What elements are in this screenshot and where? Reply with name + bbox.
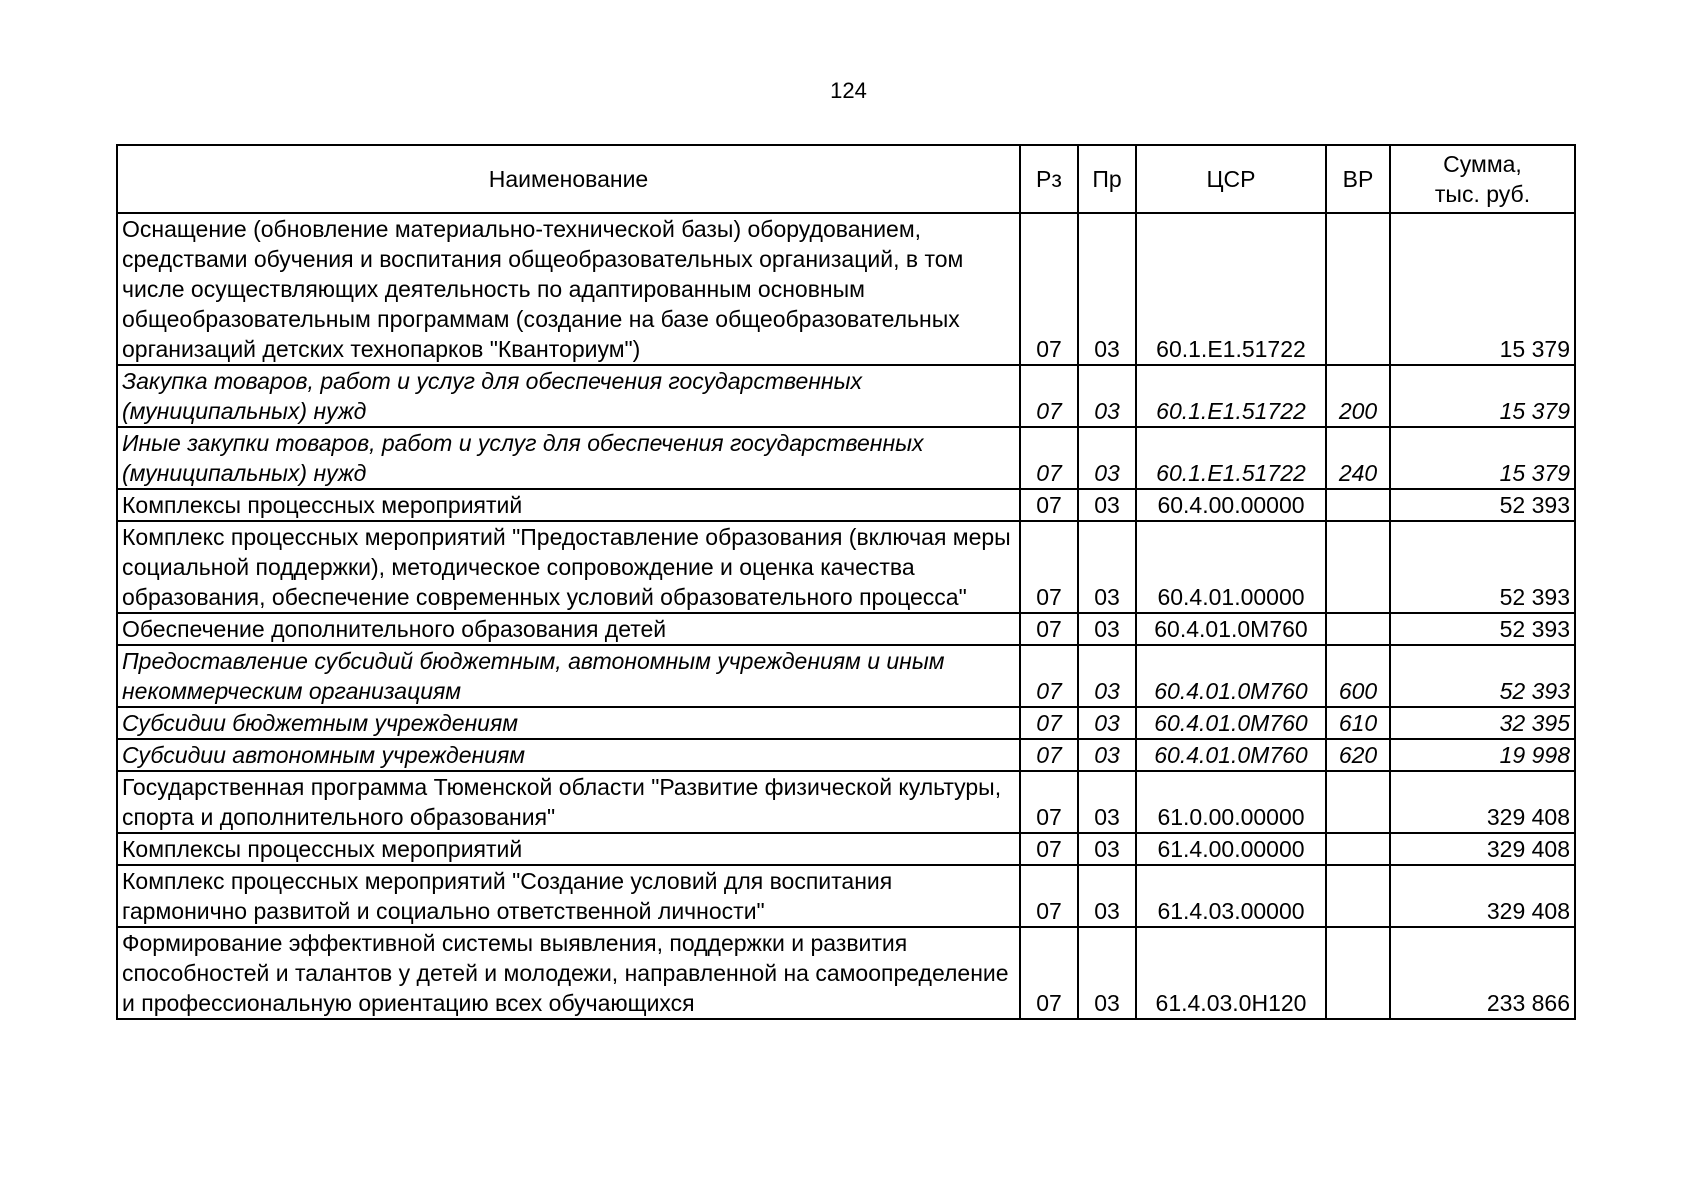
cell-csr: 60.4.01.00000 — [1136, 521, 1326, 613]
header-name: Наименование — [117, 145, 1020, 213]
cell-vr — [1326, 927, 1390, 1019]
cell-vr: 600 — [1326, 645, 1390, 707]
cell-name: Предоставление субсидий бюджетным, автономным учреждениям и иным некоммерческим организациям — [117, 645, 1020, 707]
cell-pr: 03 — [1078, 927, 1136, 1019]
cell-rz: 07 — [1020, 707, 1078, 739]
cell-name: Субсидии бюджетным учреждениям — [117, 707, 1020, 739]
cell-vr — [1326, 489, 1390, 521]
table-row — [117, 739, 1575, 771]
cell-sum: 15 379 — [1390, 213, 1575, 365]
header-pr: Пр — [1078, 145, 1136, 213]
cell-sum: 19 998 — [1390, 739, 1575, 771]
cell-name: Комплекс процессных мероприятий "Создание условий для воспитания гармонично развитой и социально ответственной личности" — [117, 865, 1020, 927]
cell-csr: 61.4.03.0Н120 — [1136, 927, 1326, 1019]
table-row — [117, 213, 1575, 365]
cell-sum: 15 379 — [1390, 365, 1575, 427]
page-number: 124 — [830, 78, 867, 103]
cell-name: Иные закупки товаров, работ и услуг для обеспечения государственных (муниципальных) нужд — [117, 427, 1020, 489]
table-row — [117, 645, 1575, 707]
cell-vr — [1326, 771, 1390, 833]
cell-rz: 07 — [1020, 833, 1078, 865]
table-row — [117, 927, 1575, 1019]
table-row — [117, 365, 1575, 427]
header-sum-line1: Сумма, — [1443, 151, 1522, 177]
cell-csr: 61.0.00.00000 — [1136, 771, 1326, 833]
cell-csr: 60.4.01.0М760 — [1136, 613, 1326, 645]
cell-name: Комплекс процессных мероприятий "Предоставление образования (включая меры социальной поддержки), методическое сопровождение и оценка качества образования, обеспечение современных условий образовательного процесса" — [117, 521, 1020, 613]
cell-sum: 329 408 — [1390, 833, 1575, 865]
cell-vr — [1326, 613, 1390, 645]
cell-sum: 52 393 — [1390, 645, 1575, 707]
table-row — [117, 833, 1575, 865]
cell-pr: 03 — [1078, 427, 1136, 489]
table-row — [117, 707, 1575, 739]
cell-name: Государственная программа Тюменской области "Развитие физической культуры, спорта и дополнительного образования" — [117, 771, 1020, 833]
cell-vr: 240 — [1326, 427, 1390, 489]
cell-csr: 61.4.00.00000 — [1136, 833, 1326, 865]
table-body — [117, 213, 1575, 1019]
table-row — [117, 489, 1575, 521]
cell-pr: 03 — [1078, 771, 1136, 833]
cell-rz: 07 — [1020, 521, 1078, 613]
cell-csr: 60.4.01.0М760 — [1136, 645, 1326, 707]
table-row — [117, 771, 1575, 833]
table-row — [117, 521, 1575, 613]
cell-sum: 32 395 — [1390, 707, 1575, 739]
cell-vr: 610 — [1326, 707, 1390, 739]
cell-pr: 03 — [1078, 739, 1136, 771]
cell-rz: 07 — [1020, 489, 1078, 521]
cell-rz: 07 — [1020, 645, 1078, 707]
cell-sum: 15 379 — [1390, 427, 1575, 489]
cell-vr — [1326, 865, 1390, 927]
cell-vr: 620 — [1326, 739, 1390, 771]
table-row — [117, 613, 1575, 645]
cell-pr: 03 — [1078, 707, 1136, 739]
cell-rz: 07 — [1020, 927, 1078, 1019]
cell-csr: 60.4.01.0М760 — [1136, 707, 1326, 739]
cell-pr: 03 — [1078, 213, 1136, 365]
budget-table — [116, 144, 1576, 1020]
header-rz: Рз — [1020, 145, 1078, 213]
cell-name: Комплексы процессных мероприятий — [117, 833, 1020, 865]
cell-rz: 07 — [1020, 427, 1078, 489]
cell-csr: 60.1.E1.51722 — [1136, 365, 1326, 427]
table-row — [117, 427, 1575, 489]
cell-csr: 60.4.00.00000 — [1136, 489, 1326, 521]
cell-sum: 52 393 — [1390, 489, 1575, 521]
cell-pr: 03 — [1078, 833, 1136, 865]
cell-pr: 03 — [1078, 613, 1136, 645]
cell-rz: 07 — [1020, 613, 1078, 645]
cell-pr: 03 — [1078, 521, 1136, 613]
cell-name: Комплексы процессных мероприятий — [117, 489, 1020, 521]
cell-name: Оснащение (обновление материально-технической базы) оборудованием, средствами обучения и воспитания общеобразовательных организаций, в том числе осуществляющих деятельность по адаптированным основным общеобразовательным программам (создание на базе общеобразовательных организаций детских технопарков "Кванториум") — [117, 213, 1020, 365]
cell-name: Формирование эффективной системы выявления, поддержки и развития способностей и талантов у детей и молодежи, направленной на самоопределение и профессиональную ориентацию всех обучающихся — [117, 927, 1020, 1019]
cell-csr: 60.1.E1.51722 — [1136, 427, 1326, 489]
cell-name: Субсидии автономным учреждениям — [117, 739, 1020, 771]
cell-sum: 329 408 — [1390, 771, 1575, 833]
cell-sum: 52 393 — [1390, 521, 1575, 613]
cell-pr: 03 — [1078, 365, 1136, 427]
cell-sum: 52 393 — [1390, 613, 1575, 645]
cell-csr: 60.1.E1.51722 — [1136, 213, 1326, 365]
cell-vr: 200 — [1326, 365, 1390, 427]
cell-name: Закупка товаров, работ и услуг для обеспечения государственных (муниципальных) нужд — [117, 365, 1020, 427]
cell-vr — [1326, 521, 1390, 613]
cell-rz: 07 — [1020, 865, 1078, 927]
table-row — [117, 865, 1575, 927]
cell-vr — [1326, 213, 1390, 365]
header-sum — [1390, 145, 1575, 213]
cell-rz: 07 — [1020, 739, 1078, 771]
cell-rz: 07 — [1020, 365, 1078, 427]
header-vr: ВР — [1326, 145, 1390, 213]
header-sum-line2: тыс. руб. — [1434, 181, 1531, 207]
cell-pr: 03 — [1078, 489, 1136, 521]
cell-sum: 329 408 — [1390, 865, 1575, 927]
cell-pr: 03 — [1078, 865, 1136, 927]
cell-csr: 61.4.03.00000 — [1136, 865, 1326, 927]
cell-name: Обеспечение дополнительного образования детей — [117, 613, 1020, 645]
table-header-row — [117, 145, 1575, 213]
cell-sum: 233 866 — [1390, 927, 1575, 1019]
cell-pr: 03 — [1078, 645, 1136, 707]
cell-csr: 60.4.01.0М760 — [1136, 739, 1326, 771]
header-csr: ЦСР — [1136, 145, 1326, 213]
cell-rz: 07 — [1020, 771, 1078, 833]
cell-vr — [1326, 833, 1390, 865]
cell-rz: 07 — [1020, 213, 1078, 365]
